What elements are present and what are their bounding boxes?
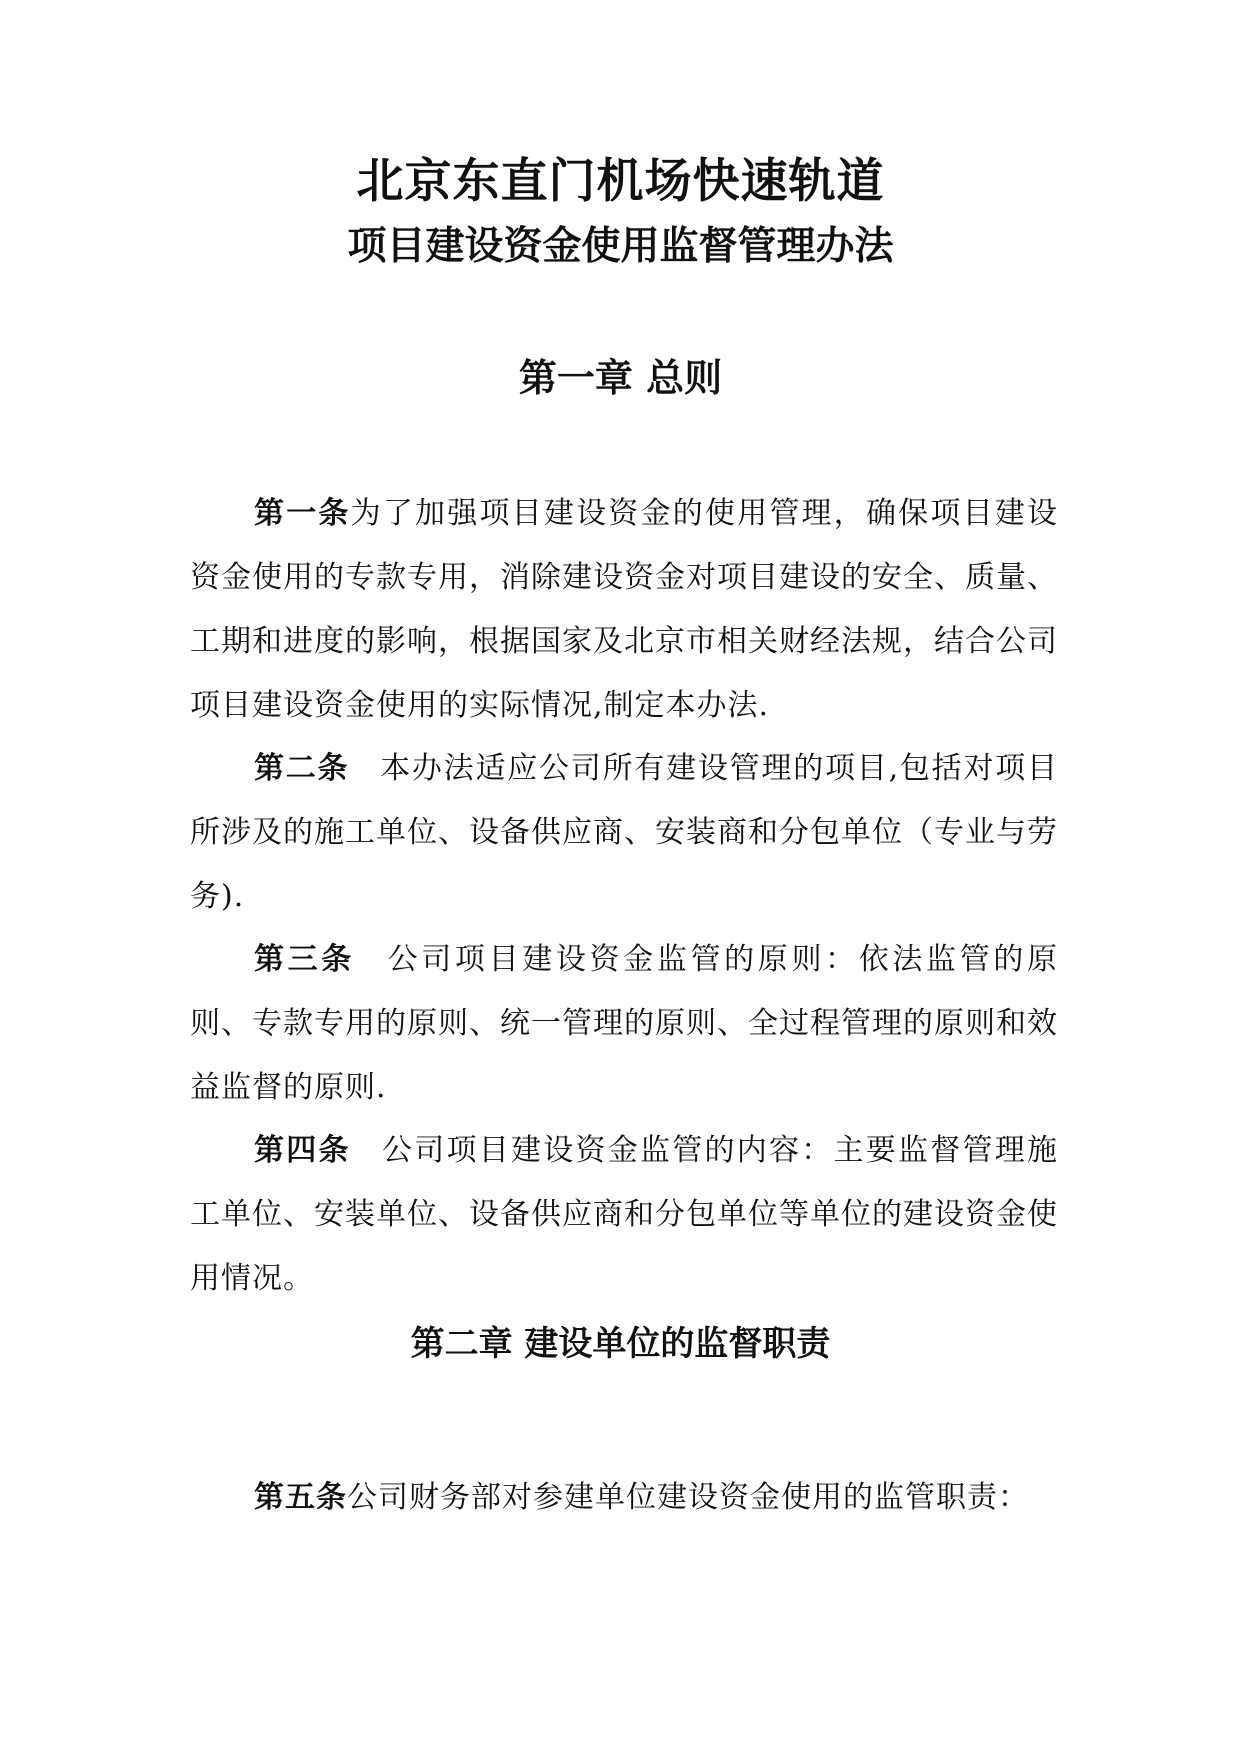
article-text: 公司项目建设资金监管的原则：依法监管的原则、专款专用的原则、统一管理的原则、全过程管理的原则和效益监督的原则. bbox=[190, 942, 1059, 1105]
chapter-heading: 第一章 总则 bbox=[518, 355, 723, 400]
article-paragraph bbox=[190, 737, 1058, 929]
article-label: 第一条 bbox=[254, 496, 351, 531]
document-title: 北京东直门机场快速轨道 bbox=[356, 154, 885, 209]
article-paragraph bbox=[190, 1466, 1058, 1530]
article-label: 第四条 bbox=[254, 1133, 351, 1168]
chapter-heading: 第二章 建设单位的监督职责 bbox=[410, 1324, 831, 1364]
article-text: 本办法适应公司所有建设管理的项目,包括对项目所涉及的施工单位、设备供应商、安装商和分包单位（专业与劳务). bbox=[190, 751, 1058, 914]
article-text: 公司项目建设资金监管的内容：主要监督管理施工单位、安装单位、设备供应商和分包单位等单位的建设资金使用情况。 bbox=[190, 1133, 1058, 1296]
article-label: 第三条 bbox=[254, 942, 355, 977]
article-label: 第五条 bbox=[254, 1480, 347, 1515]
article-paragraph bbox=[190, 482, 1058, 738]
article-text: 公司财务部对参建单位建设资金使用的监管职责： bbox=[347, 1480, 1029, 1515]
article-text: 为了加强项目建设资金的使用管理，确保项目建设资金使用的专款专用，消除建设资金对项目建设的安全、质量、工期和进度的影响，根据国家及北京市相关财经法规，结合公司项目建设资金使用的实际情况,制定本办法. bbox=[190, 496, 1058, 723]
article-label: 第二条 bbox=[254, 751, 350, 786]
document-subtitle: 项目建设资金使用监督管理办法 bbox=[347, 223, 894, 269]
article-paragraph bbox=[190, 928, 1058, 1120]
article-paragraph bbox=[190, 1119, 1058, 1311]
